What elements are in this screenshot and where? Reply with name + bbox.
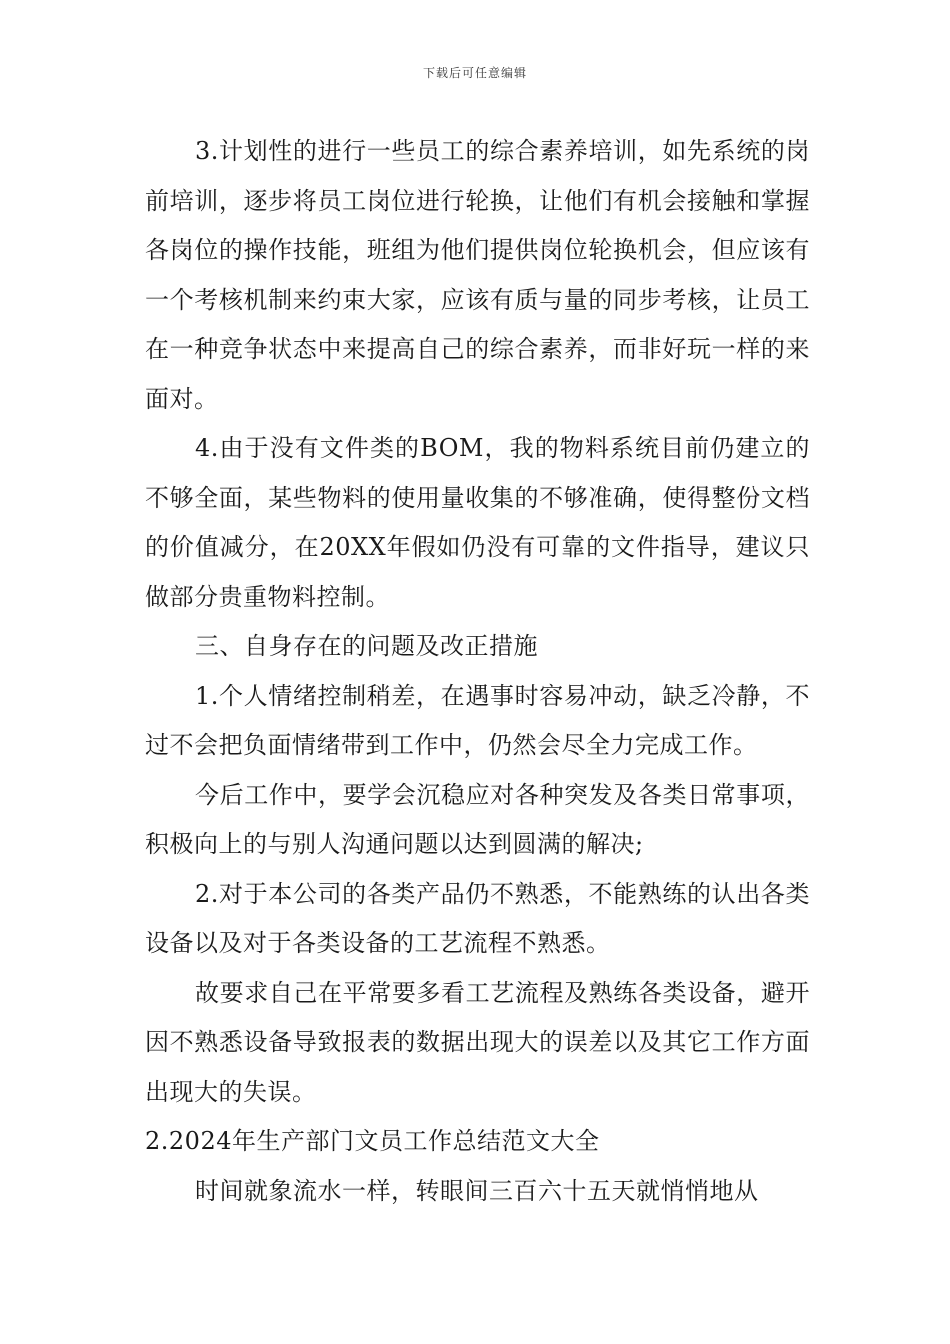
paragraph-requirements: 故要求自己在平常要多看工艺流程及熟练各类设备，避开因不熟悉设备导致报表的数据出现大的误差以及其它工作方面出现大的失误。	[145, 978, 810, 1106]
document-body	[145, 127, 810, 1216]
article-title: 2.2024年生产部门文员工作总结范文大全	[145, 1127, 600, 1155]
paragraph-emotion: 1.个人情绪控制稍差，在遇事时容易冲动，缺乏冷静，不过不会把负面情绪带到工作中，仍然会尽全力完成工作。	[145, 681, 810, 759]
paragraph-training: 3.计划性的进行一些员工的综合素养培训，如先系统的岗前培训，逐步将员工岗位进行轮换，让他们有机会接触和掌握各岗位的操作技能，班组为他们提供岗位轮换机会，但应该有一个考核机制来约束大家，应该有质与量的同步考核，让员工在一种竞争状态中来提高自己的综合素养，而非好玩一样的来面对。	[145, 137, 810, 413]
paragraph-future-work: 今后工作中，要学会沉稳应对各种突发及各类日常事项，积极向上的与别人沟通问题以达到圆满的解决;	[145, 780, 810, 858]
paragraph-bom: 4.由于没有文件类的BOM，我的物料系统目前仍建立的不够全面，某些物料的使用量收集的不够准确，使得整份文档的价值减分，在20XX年假如仍没有可靠的文件指导，建议只做部分贵重物料控制。	[145, 434, 810, 611]
section-heading: 三、自身存在的问题及改正措施	[195, 632, 538, 660]
paragraph-products: 2.对于本公司的各类产品仍不熟悉，不能熟练的认出各类设备以及对于各类设备的工艺流程不熟悉。	[145, 879, 810, 957]
header-note: 下载后可任意编辑	[422, 66, 527, 80]
paragraph-time: 时间就象流水一样，转眼间三百六十五天就悄悄地从	[195, 1176, 759, 1205]
